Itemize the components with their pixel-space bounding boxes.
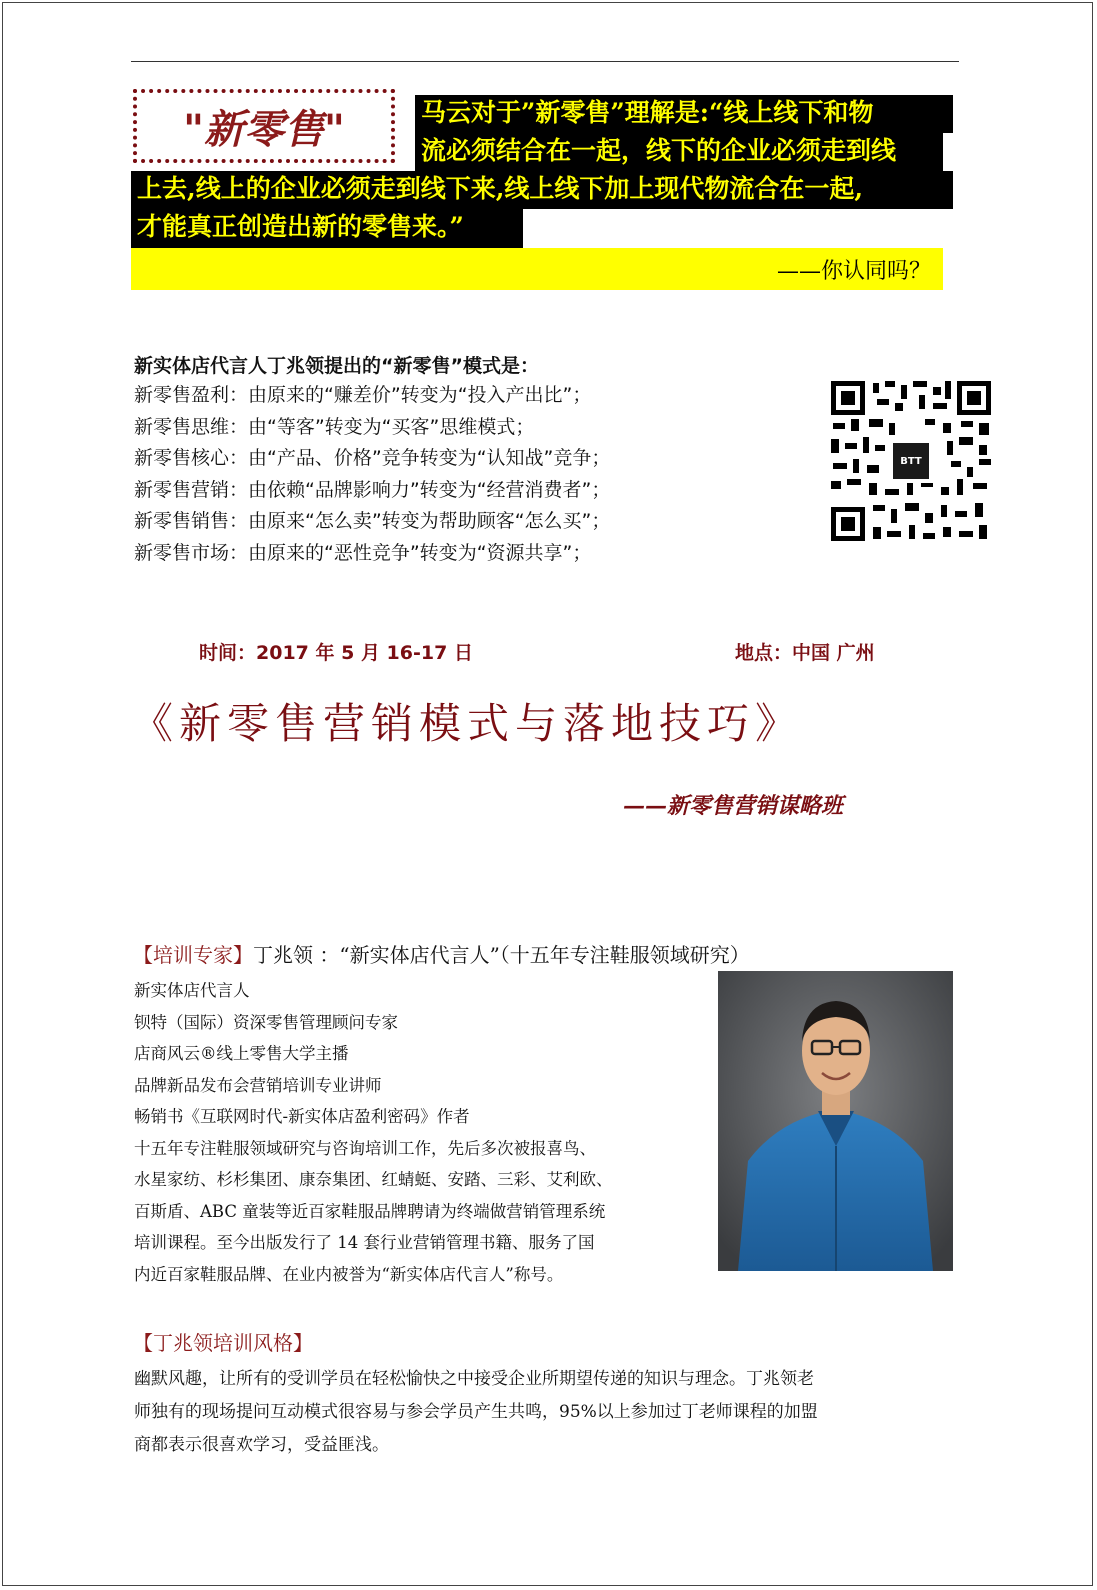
quote-line-4: 才能真正创造出新的零售来。”	[131, 209, 523, 248]
bio-line: 畅销书《互联网时代-新实体店盈利密码》作者	[134, 1107, 470, 1126]
question-text: ——你认同吗？	[776, 259, 931, 284]
model-item: 新零售销售：由原来“怎么卖”转变为帮助顾客“怎么买”；	[134, 510, 611, 532]
style-line: 幽默风趣，让所有的受训学员在轻松愉快之中接受企业所期望传递的知识与理念。丁兆领老	[134, 1369, 814, 1389]
model-item: 新零售营销：由依赖“品牌影响力”转变为“经营消费者”；	[134, 478, 611, 501]
event-time: 时间：2017 年 5 月 16-17 日	[199, 642, 473, 664]
course-title: 《新零售营销模式与落地技巧》	[131, 699, 804, 748]
course-subtitle: ——新零售营销谋略班	[623, 793, 844, 819]
badge-text: "新零售"	[183, 105, 345, 153]
question-bar	[131, 248, 943, 290]
bio-line: 品牌新品发布会营销培训专业讲师	[134, 1075, 382, 1095]
flyer-page	[2, 2, 1093, 1586]
model-item: 新零售思维：由“等客”转变为“买客”思维模式；	[134, 415, 535, 438]
bio-line: 钡特（国际）资深零售管理顾问专家	[134, 1012, 398, 1032]
model-item: 新零售核心：由“产品、价格”竞争转变为“认知战”竞争；	[134, 447, 611, 469]
event-place: 地点：中国 广州	[735, 642, 875, 664]
expert-photo	[718, 971, 953, 1271]
model-title: 新实体店代言人丁兆领提出的“新零售”模式是：	[134, 355, 539, 377]
model-item: 新零售盈利：由原来的“赚差价”转变为“投入产出比”；	[134, 384, 592, 406]
expert-headline: 丁兆领 ：“新实体店代言人”（十五年专注鞋服领域研究）	[253, 943, 750, 967]
style-body	[134, 1363, 954, 1462]
model-list	[134, 380, 610, 569]
bio-line: 水星家纺、杉杉集团、康奈集团、红蜻蜓、安踏、三彩、艾利欧、	[134, 1170, 613, 1189]
top-divider	[131, 61, 959, 62]
bio-line: 培训课程。至今出版发行了 14 套行业营销管理书籍、服务了国	[134, 1233, 595, 1252]
quote-line-2: 流必须结合在一起，线下的企业必须走到线	[415, 133, 943, 171]
model-item: 新零售市场：由原来的“恶性竞争”转变为“资源共享”；	[134, 541, 592, 564]
bio-line: 十五年专注鞋服领域研究与咨询培训工作，先后多次被报喜鸟、	[134, 1138, 596, 1158]
expert-label: 【培训专家】	[133, 943, 253, 967]
style-line: 商都表示很喜欢学习，受益匪浅。	[134, 1435, 389, 1455]
quote-line-1: 马云对于”新零售”理解是:“线上线下和物	[415, 95, 953, 133]
expert-heading	[133, 939, 750, 968]
new-retail-badge	[133, 89, 395, 163]
style-line: 师独有的现场提问互动模式很容易与参会学员产生共鸣，95%以上参加过丁老师课程的加盟	[134, 1402, 818, 1422]
style-heading: 【丁兆领培训风格】	[133, 1331, 313, 1355]
bio-line: 店商风云®线上零售大学主播	[134, 1044, 349, 1063]
quote-line-3: 上去,线上的企业必须走到线下来,线上线下加上现代物流合在一起,	[131, 171, 953, 209]
qr-code[interactable]	[829, 379, 993, 543]
qr-logo-text: BTT	[900, 456, 922, 467]
bio-line: 新实体店代言人	[134, 981, 250, 1000]
bio-line: 百斯盾、ABC 童装等近百家鞋服品牌聘请为终端做营销管理系统	[134, 1201, 606, 1221]
bio-line: 内近百家鞋服品牌、在业内被誉为“新实体店代言人”称号。	[134, 1264, 564, 1284]
expert-bio	[134, 975, 714, 1290]
